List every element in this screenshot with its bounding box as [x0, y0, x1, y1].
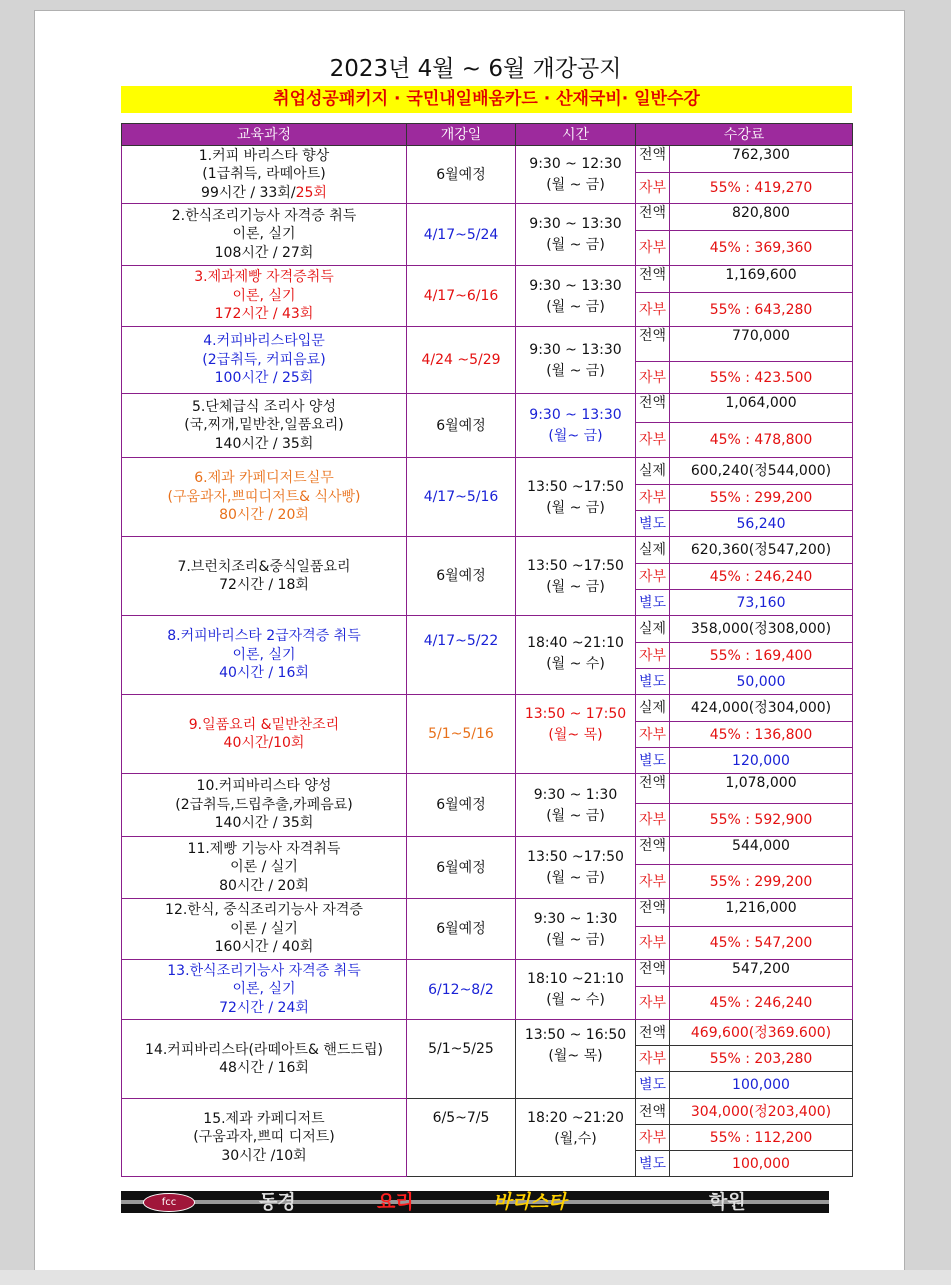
time-line: 13:50 ~17:50 [527, 557, 624, 574]
course-line-text: 40시간/10회 [223, 735, 305, 751]
time-line: 13:50 ~17:50 [527, 849, 624, 865]
bottom-scroll-area [0, 1270, 951, 1285]
start-date: 6월예정 [407, 774, 516, 837]
course-table [121, 123, 853, 1177]
course-name [122, 899, 407, 960]
fee-amount: 620,360(정547,200) [670, 537, 853, 564]
time-line: (월 ~ 금) [546, 362, 605, 379]
fee-type-label: 실제 [636, 537, 670, 564]
course-row-5 [122, 394, 853, 423]
time-line: (월~ 목) [548, 727, 603, 743]
course-line [122, 664, 406, 683]
fee-amount: 73,160 [670, 590, 853, 616]
course-line [122, 225, 406, 244]
course-line-text: 10.커피바리스타 양성 [196, 778, 332, 795]
start-date: 4/17~5/16 [407, 458, 516, 537]
fee-amount: 55% : 169,400 [670, 643, 853, 669]
fee-type-label: 전액 [636, 266, 670, 293]
course-name [122, 146, 407, 204]
course-line-text: 이론, 실기 [232, 646, 296, 663]
header-course: 교육과정 [122, 124, 407, 146]
fee-type-label: 자부 [636, 927, 670, 960]
start-date: 6월예정 [407, 394, 516, 458]
fee-amount: 1,064,000 [670, 394, 853, 423]
time-line: (월~ 목) [548, 1048, 603, 1064]
fee-type-label: 전액 [636, 146, 670, 173]
fee-type-label: 전액 [636, 1020, 670, 1046]
fee-type-label: 자부 [636, 362, 670, 394]
course-row-15 [122, 1099, 853, 1125]
time-line: 18:40 ~21:10 [527, 635, 624, 651]
time-line: 9:30 ~ 13:30 [529, 277, 622, 294]
course-line-text: 14.커피바리스타(라떼아트& 핸드드립) [145, 1041, 383, 1058]
start-date: 6/5~7/5 [407, 1099, 516, 1177]
time-line: (월 ~ 금) [546, 177, 605, 193]
fee-amount: 56,240 [670, 511, 853, 537]
course-line-text: 12.한식, 중식조리기능사 자격증 [165, 902, 363, 919]
fee-type-label: 자부 [636, 722, 670, 748]
fee-type-label: 실제 [636, 695, 670, 722]
fee-type-label: 별도 [636, 669, 670, 695]
fee-type-label: 자부 [636, 231, 670, 266]
course-row-11 [122, 837, 853, 865]
course-line [122, 999, 406, 1018]
fee-type-label: 별도 [636, 1072, 670, 1099]
course-line-text: 2.한식조리기능사 자격증 취득 [171, 207, 357, 224]
fee-amount: 547,200 [670, 960, 853, 987]
course-line-text: 72시간 / 24회 [219, 999, 309, 1016]
course-name [122, 774, 407, 837]
class-time [516, 458, 636, 537]
fee-type-label: 전액 [636, 960, 670, 987]
fee-amount: 55% : 643,280 [670, 293, 853, 327]
course-line-text: 이론, 실기 [232, 287, 296, 304]
course-name [122, 1020, 407, 1099]
course-line [122, 398, 406, 417]
time-line: (월 ~ 금) [546, 237, 605, 253]
fee-amount: 55% : 203,280 [670, 1046, 853, 1072]
course-line [122, 1059, 406, 1078]
time-line: (월 ~ 수) [546, 656, 605, 672]
fee-type-label: 전액 [636, 774, 670, 804]
course-line-text: (1급취득, 라떼아트) [202, 166, 326, 183]
start-date: 4/17~5/22 [407, 616, 516, 695]
fee-type-label: 전액 [636, 899, 670, 927]
time-line: (월 ~ 수) [546, 992, 605, 1008]
class-time [516, 266, 636, 327]
course-line [122, 962, 406, 981]
time-line: (월 ~ 금) [546, 807, 605, 824]
fee-amount: 100,000 [670, 1072, 853, 1099]
fee-amount: 1,169,600 [670, 266, 853, 293]
course-line [122, 576, 406, 595]
course-line [122, 435, 406, 454]
course-row-1 [122, 146, 853, 173]
course-name [122, 266, 407, 327]
course-line-text: 140시간 / 35회 [214, 815, 314, 832]
course-name [122, 458, 407, 537]
class-time [516, 146, 636, 204]
course-line [122, 351, 406, 370]
course-line-text: 6.제과 카페디저트실무 [194, 470, 334, 487]
course-line [122, 469, 406, 488]
time-line: (월 ~ 금) [546, 298, 605, 315]
fee-amount: 770,000 [670, 327, 853, 362]
course-line [122, 877, 406, 896]
fee-type-label: 전액 [636, 204, 670, 231]
fcc-badge: fcc [143, 1193, 195, 1212]
class-time [516, 1020, 636, 1099]
header-time: 시간 [516, 124, 636, 146]
course-line [122, 488, 406, 507]
class-time [516, 1099, 636, 1177]
course-line-text: 이론 / 실기 [230, 859, 298, 876]
fee-amount: 544,000 [670, 837, 853, 865]
course-line [122, 416, 406, 435]
fee-amount: 358,000(정308,000) [670, 616, 853, 643]
class-time [516, 960, 636, 1020]
fee-amount: 304,000(정203,400) [670, 1099, 853, 1125]
fee-amount: 55% : 423.500 [670, 362, 853, 394]
header-start-date: 개강일 [407, 124, 516, 146]
course-name [122, 616, 407, 695]
course-line-text: 172시간 / 43회 [214, 306, 314, 323]
course-line [122, 244, 406, 263]
time-line: 13:50 ~ 16:50 [524, 1027, 627, 1043]
course-name [122, 960, 407, 1020]
fee-amount: 45% : 369,360 [670, 231, 853, 266]
fee-amount: 50,000 [670, 669, 853, 695]
course-line-text: 4.커피바리스타입문 [203, 333, 325, 350]
fee-amount: 55% : 112,200 [670, 1125, 853, 1151]
course-line [122, 734, 406, 753]
fee-type-label: 자부 [636, 1125, 670, 1151]
time-line: 18:20 ~21:20 [527, 1110, 624, 1126]
fee-type-label: 전액 [636, 837, 670, 865]
fee-type-label: 자부 [636, 1046, 670, 1072]
course-line-text: 이론 / 실기 [230, 920, 298, 937]
time-line: 13:50 ~17:50 [527, 478, 624, 495]
course-line-text: 3.제과제빵 자격증취득 [194, 269, 334, 286]
course-line-text: 8.커피바리스타 2급자격증 취득 [167, 628, 361, 645]
course-row-10 [122, 774, 853, 804]
course-line [122, 207, 406, 226]
course-line-text: 160시간 / 40회 [214, 939, 314, 956]
course-row-3 [122, 266, 853, 293]
course-line [122, 1147, 406, 1166]
course-line [122, 980, 406, 999]
fee-amount: 45% : 136,800 [670, 722, 853, 748]
course-line-text: 99시간 / 33회/ [201, 184, 296, 201]
time-line: 9:30 ~ 13:30 [529, 407, 622, 423]
course-line-text: 5.단체급식 조리사 양성 [192, 398, 336, 415]
fee-type-label: 전액 [636, 327, 670, 362]
course-line-text: 9.일품요리 &밑반찬조리 [188, 716, 340, 733]
fee-type-label: 별도 [636, 748, 670, 774]
fee-amount: 45% : 547,200 [670, 927, 853, 960]
course-name [122, 204, 407, 266]
course-line-text: (2급취득,드립추출,카페음료) [175, 796, 353, 813]
logo-text-3: 바리스타 [493, 1191, 567, 1213]
course-line-text: 80시간 / 20회 [219, 507, 309, 524]
course-line [122, 627, 406, 646]
course-line [122, 716, 406, 735]
course-name [122, 537, 407, 616]
fee-type-label: 자부 [636, 293, 670, 327]
course-name [122, 1099, 407, 1177]
course-line-text: 15.제과 카페디저트 [203, 1110, 325, 1127]
class-time [516, 899, 636, 960]
fee-amount: 120,000 [670, 748, 853, 774]
fee-amount: 45% : 478,800 [670, 423, 853, 458]
time-line: 9:30 ~ 13:30 [529, 216, 622, 232]
fee-amount: 45% : 246,240 [670, 564, 853, 590]
class-time [516, 774, 636, 837]
course-line [122, 901, 406, 920]
fee-type-label: 자부 [636, 423, 670, 458]
time-line: 9:30 ~ 1:30 [533, 786, 618, 803]
course-row-2 [122, 204, 853, 231]
course-row-8 [122, 616, 853, 643]
time-line: (월 ~ 금) [546, 499, 605, 516]
course-line [122, 1110, 406, 1129]
start-date: 4/17~6/16 [407, 266, 516, 327]
fee-type-label: 자부 [636, 865, 670, 899]
course-line-text: 140시간 / 35회 [214, 435, 314, 452]
course-line [122, 1041, 406, 1060]
course-line [122, 840, 406, 859]
course-line [122, 920, 406, 939]
course-line [122, 1128, 406, 1147]
time-line: (월~ 금) [548, 428, 603, 444]
course-line-text: 30시간 /10회 [221, 1147, 307, 1164]
course-line-text: (구움과자,쁘띠 디저트) [193, 1129, 335, 1146]
logo-text-2: 요리 [377, 1191, 414, 1213]
course-line [122, 858, 406, 877]
course-line-text: (구움과자,쁘띠디저트& 식사빵) [167, 488, 361, 505]
class-time [516, 695, 636, 774]
course-line [122, 506, 406, 525]
start-date: 6월예정 [407, 899, 516, 960]
fee-amount: 762,300 [670, 146, 853, 173]
start-date: 4/24 ~5/29 [407, 327, 516, 394]
fee-amount: 424,000(정304,000) [670, 695, 853, 722]
course-line-text: 108시간 / 27회 [214, 244, 314, 261]
fee-type-label: 자부 [636, 643, 670, 669]
logo-text-1: 동경 [259, 1191, 296, 1213]
time-line: (월 ~ 금) [546, 578, 605, 595]
fee-type-label: 자부 [636, 804, 670, 837]
fee-type-label: 별도 [636, 1151, 670, 1177]
fee-amount: 1,078,000 [670, 774, 853, 804]
course-row-9 [122, 695, 853, 722]
course-line [122, 369, 406, 388]
course-line-text: (국,찌개,밑반찬,일품요리) [184, 417, 344, 434]
time-line: 13:50 ~ 17:50 [524, 706, 627, 722]
course-line-text: 1.커피 바리스타 향상 [198, 147, 330, 164]
page-title: 2023년 4월 ~ 6월 개강공지 [329, 56, 622, 82]
table-header-row [122, 124, 853, 146]
time-line: 9:30 ~ 12:30 [529, 156, 622, 172]
course-row-14 [122, 1020, 853, 1046]
class-time [516, 837, 636, 899]
fee-amount: 469,600(정369.600) [670, 1020, 853, 1046]
start-date: 6/12~8/2 [407, 960, 516, 1020]
start-date: 6월예정 [407, 537, 516, 616]
course-line [122, 287, 406, 306]
course-line [122, 814, 406, 833]
fee-type-label: 자부 [636, 564, 670, 590]
course-line-text: 72시간 / 18회 [219, 577, 309, 593]
fee-type-label: 전액 [636, 394, 670, 423]
class-time [516, 616, 636, 695]
fee-amount: 55% : 592,900 [670, 804, 853, 837]
start-date: 6월예정 [407, 837, 516, 899]
fee-type-label: 전액 [636, 1099, 670, 1125]
fee-amount: 600,240(정544,000) [670, 458, 853, 485]
course-line-text: 48시간 / 16회 [219, 1060, 309, 1076]
course-line-extra: 25회 [295, 184, 327, 201]
fee-amount: 55% : 419,270 [670, 173, 853, 204]
class-time [516, 537, 636, 616]
class-time [516, 394, 636, 458]
course-row-7 [122, 537, 853, 564]
course-row-12 [122, 899, 853, 927]
logo-text-4: 학원 [709, 1191, 746, 1213]
start-date: 4/17~5/24 [407, 204, 516, 266]
course-line-text: 이론, 실기 [232, 981, 296, 998]
time-line: 18:10 ~21:10 [527, 971, 624, 987]
fee-type-label: 별도 [636, 511, 670, 537]
header-fee: 수강료 [636, 124, 853, 146]
class-time [516, 204, 636, 266]
start-date: 5/1~5/16 [407, 695, 516, 774]
fee-amount: 820,800 [670, 204, 853, 231]
fee-amount: 45% : 246,240 [670, 987, 853, 1020]
start-date: 5/1~5/25 [407, 1020, 516, 1099]
time-line: 9:30 ~ 1:30 [533, 910, 618, 927]
course-line [122, 558, 406, 577]
fee-type-label: 자부 [636, 987, 670, 1020]
course-line [122, 796, 406, 815]
fee-type-label: 자부 [636, 485, 670, 511]
course-name [122, 695, 407, 774]
course-name [122, 837, 407, 899]
course-line-text: 7.브런치조리&중식일품요리 [177, 558, 351, 575]
course-row-6 [122, 458, 853, 485]
fee-amount: 1,216,000 [670, 899, 853, 927]
fee-type-label: 자부 [636, 173, 670, 204]
course-name [122, 327, 407, 394]
course-line [122, 938, 406, 957]
subtitle-banner: 취업성공패키지 · 국민내일배움카드 · 산재국비· 일반수강 [121, 86, 852, 113]
fee-type-label: 실제 [636, 616, 670, 643]
fee-amount: 55% : 299,200 [670, 865, 853, 899]
course-row-13 [122, 960, 853, 987]
course-line [122, 184, 406, 203]
course-line [122, 165, 406, 184]
course-line-text: (2급취득, 커피음료) [202, 351, 326, 368]
time-line: (월 ~ 금) [546, 870, 605, 886]
time-line: 9:30 ~ 13:30 [529, 341, 622, 358]
time-line: (월,수) [554, 1131, 597, 1147]
fee-type-label: 실제 [636, 458, 670, 485]
course-line-text: 80시간 / 20회 [219, 877, 309, 894]
course-line-text: 13.한식조리기능사 자격증 취득 [167, 962, 361, 979]
time-line: (월 ~ 금) [546, 931, 605, 948]
course-line [122, 777, 406, 796]
course-line-text: 100시간 / 25회 [214, 370, 314, 387]
fee-amount: 100,000 [670, 1151, 853, 1177]
course-line [122, 332, 406, 351]
course-line-text: 이론, 실기 [232, 226, 296, 243]
class-time [516, 327, 636, 394]
start-date: 6월예정 [407, 146, 516, 204]
course-line [122, 268, 406, 287]
course-row-4 [122, 327, 853, 362]
academy-logo-banner [121, 1191, 829, 1213]
course-line [122, 305, 406, 324]
course-line [122, 147, 406, 166]
fee-type-label: 별도 [636, 590, 670, 616]
course-line [122, 646, 406, 665]
fee-amount: 55% : 299,200 [670, 485, 853, 511]
course-name [122, 394, 407, 458]
course-line-text: 11.제빵 기능사 자격취득 [187, 840, 341, 857]
course-line-text: 40시간 / 16회 [219, 665, 309, 682]
